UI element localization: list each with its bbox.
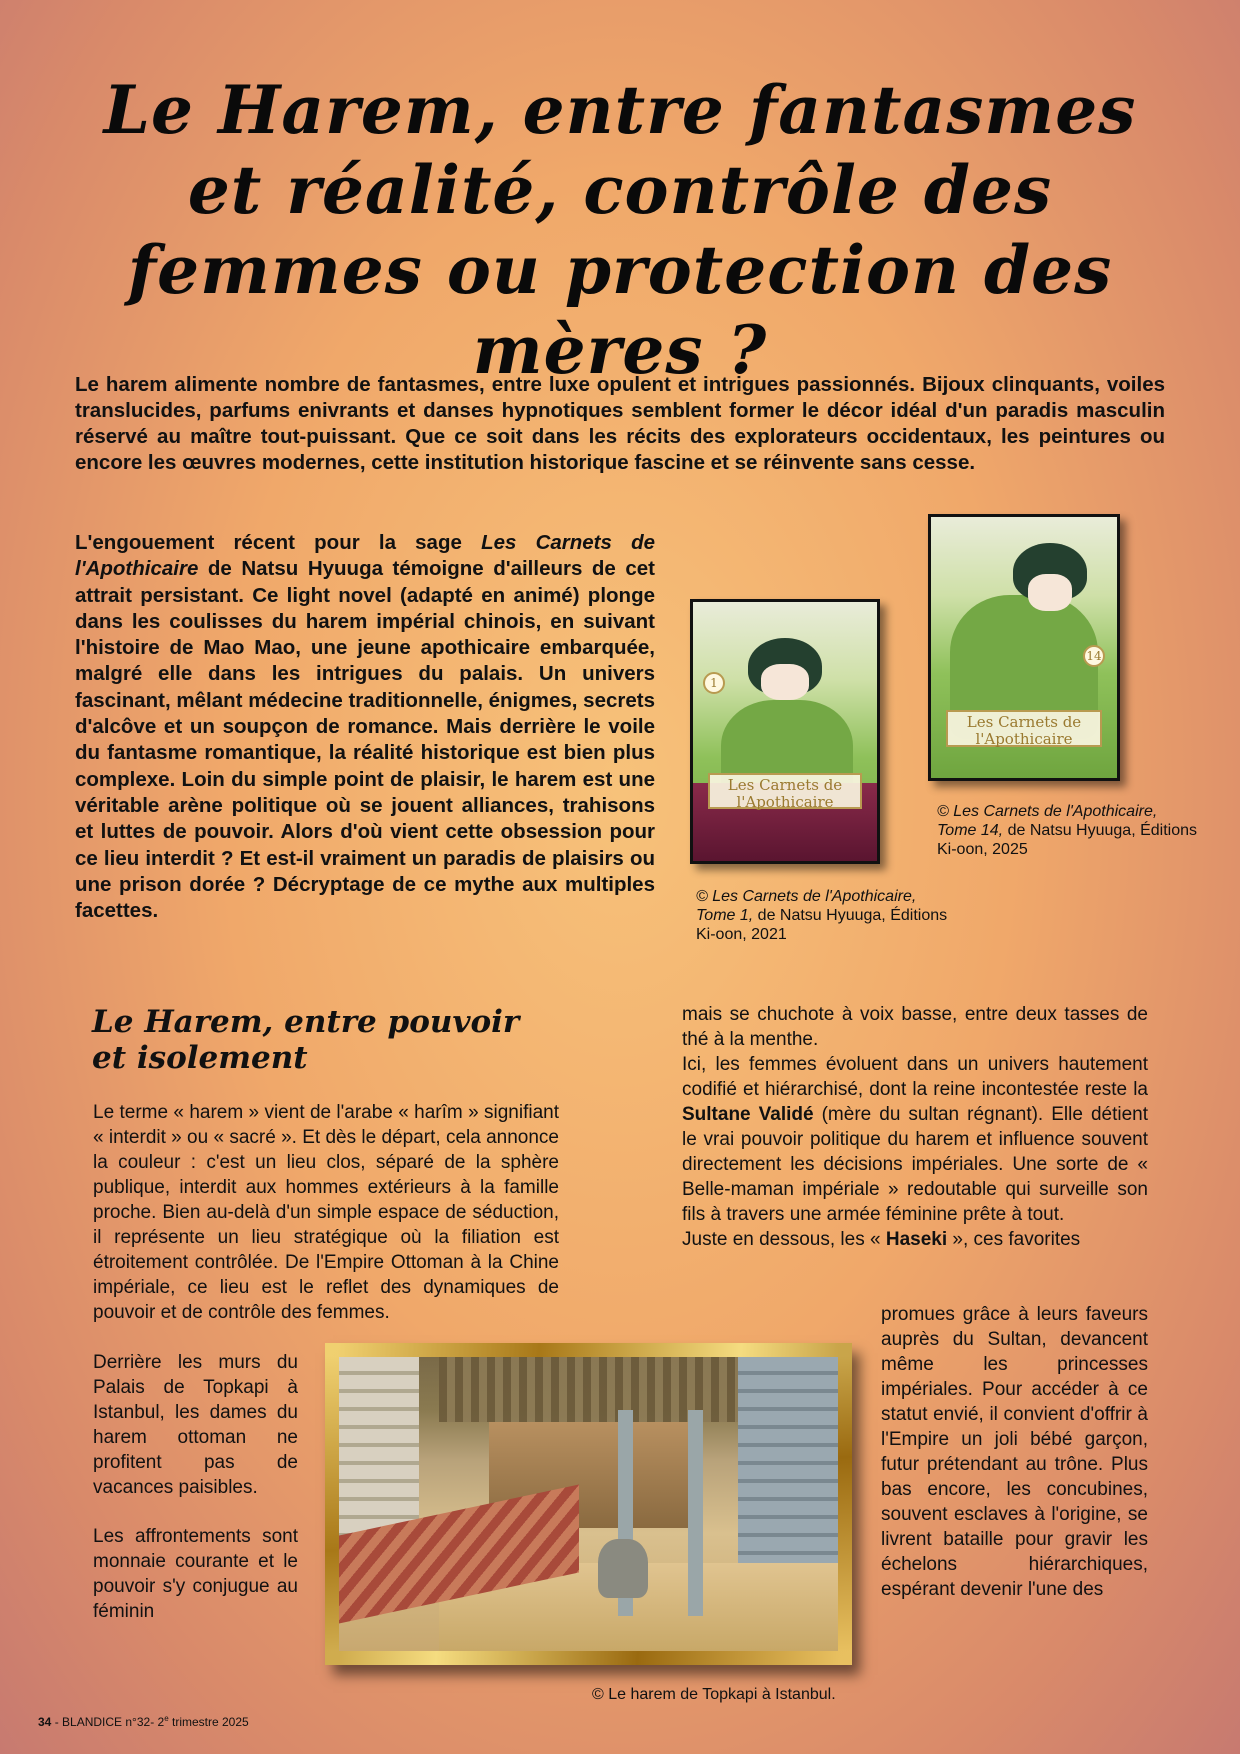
photo-right-wall	[738, 1357, 838, 1563]
cover-title-line2: l'Apothicaire	[975, 730, 1073, 749]
column1-paragraph-3: Les affrontements sont monnaie courante et le pouvoir s'y conjugue au féminin	[93, 1526, 298, 1622]
caption-rest: de Natsu Hyuuga, Éditions Ki-oon, 2021	[696, 907, 948, 943]
footer-text: - BLANDICE n°32- 2	[51, 1715, 165, 1729]
cover-figure-face	[1028, 574, 1073, 611]
column2-paragraph-haseki	[682, 1227, 1148, 1252]
cover-title-line1: Les Carnets de	[966, 713, 1082, 732]
caption-rest: de Natsu Hyuuga, Éditions Ki-oon, 2025	[937, 822, 1198, 858]
footer-sup: e	[164, 1714, 169, 1723]
cover-caption-tome-14	[937, 802, 1197, 859]
column1-paragraph-1: Le terme « harem » vient de l'arabe « harîm » signifiant « interdit » ou « sacré ». Et dès le départ, cela annonce la couleur : c'est un lieu clos, séparé de la sphère publique, interdit aux hommes extérieurs à la famille proche. Bien au-delà d'un simple espace de séduction, il représente un lieu stratégique où la filiation est étroitement contrôlée. De l'Empire Ottoman à la Chine impériale, ce lieu est le reflet des dynamiques de pouvoir et de contrôle des femmes.	[93, 1102, 559, 1323]
column2-paragraph-sultane	[682, 1052, 1148, 1227]
caption-italic: © Les Carnets de l'Apothicaire, Tome 14,	[937, 803, 1158, 839]
page-number: 34	[38, 1715, 52, 1729]
book-cover-tome-14	[928, 514, 1120, 781]
cover-title-plate	[708, 773, 863, 809]
text-span: », ces favorites	[947, 1229, 1081, 1250]
cover-volume-badge: 14	[1083, 645, 1105, 667]
cover-title-line1: Les Carnets de	[727, 775, 843, 794]
section-subtitle: Le Harem, entre pouvoir et isolement	[92, 1004, 520, 1076]
cover-title-plate	[946, 710, 1102, 747]
column2-continuation: mais se chuchote à voix basse, entre deux tasses de thé à la menthe.	[682, 1004, 1148, 1050]
page-footer	[38, 1712, 249, 1729]
cover-volume-badge: 1	[703, 672, 725, 694]
photo-fountain	[598, 1539, 648, 1598]
text-span: Juste en dessous, les «	[682, 1229, 886, 1250]
cover-figure-face	[761, 664, 809, 700]
text-span: Ici, les femmes évoluent dans un univers hautement codifié et hiérarchisé, dont la reine incontestée reste la	[682, 1054, 1148, 1100]
column2-lower-text: promues grâce à leurs faveurs auprès du Sultan, devancent même les princesses impériales. Pour accéder à ce statut envié, il convient d'offrir à l'Empire un joli bébé garçon, futur prétendant au trône. Plus bas encore, les concubines, souvent esclaves à l'origine, se livrent bataille pour gravir les échelons hiérarchiques, espérant devenir l'une des	[881, 1304, 1148, 1600]
lead-text-end: de Natsu Hyuuga témoigne d'ailleurs de cet attrait persistant. Ce light novel (adapté en animé) plonge dans les coulisses du harem impérial chinois, en suivant l'histoire de Mao Mao, une jeune apothicaire embarquée, malgré elle dans les intrigues du palais. Un univers fascinant, mêlant médecine traditionnelle, énigmes, secrets d'alcôve et un soupçon de romance. Mais derrière le voile du fantasme romantique, la réalité historique est bien plus complexe. Loin du simple point de plaisir, le harem est une véritable arène politique où se jouent alliances, trahisons et luttes de pouvoir. Alors d'où vient cette obsession pour ce lieu interdit ? Et est-il vraiment un paradis de plaisirs ou une prison dorée ? Décryptage de ce mythe aux multiples facettes.	[75, 557, 655, 923]
lead-paragraph	[75, 530, 655, 924]
caption-italic: © Les Carnets de l'Apothicaire, Tome 1,	[696, 888, 917, 924]
column2-upper-text	[682, 1002, 1148, 1252]
haseki-term: Haseki	[885, 1229, 948, 1250]
cover-title-line2: l'Apothicaire	[736, 792, 834, 811]
topkapi-harem-photo	[325, 1343, 852, 1665]
text-span: (mère du sultan régnant). Elle détient le vrai pouvoir politique du harem et influence souvent directement les décisions impériales. Une sorte de « Belle-maman impériale » redoutable qui surveille son fils à travers une armée féminine prête à tout.	[682, 1104, 1148, 1225]
photo-pillar	[688, 1410, 703, 1616]
column1-paragraph-2: Derrière les murs du Palais de Topkapi à Istanbul, les dames du harem ottoman ne profitent pas de vacances paisibles.	[93, 1352, 298, 1498]
article-title: Le Harem, entre fantasmes et réalité, contrôle des femmes ou protection des mères ?	[103, 71, 1137, 389]
footer-text-2: trimestre 2025	[168, 1715, 249, 1729]
lead-text-start: L'engouement récent pour la sage	[75, 531, 482, 554]
photo-caption: © Le harem de Topkapi à Istanbul.	[592, 1686, 836, 1703]
sultane-valide-term: Sultane Validé	[682, 1104, 814, 1125]
intro-paragraph: Le harem alimente nombre de fantasmes, entre luxe opulent et intrigues passionnés. Bijoux clinquants, voiles translucides, parfums enivrants et danses hypnotiques semblent former le décor idéal d'un paradis masculin réservé au maître tout-puissant. Que ce soit dans les récits des explorateurs occidentaux, les peintures ou encore les œuvres modernes, cette institution historique fascine et se réinvente sans cesse.	[75, 373, 1165, 474]
lead-work-title: Les Carnets de l'Apothicaire	[75, 531, 656, 581]
cover-caption-tome-1	[696, 887, 956, 944]
book-cover-tome-1	[690, 599, 880, 864]
